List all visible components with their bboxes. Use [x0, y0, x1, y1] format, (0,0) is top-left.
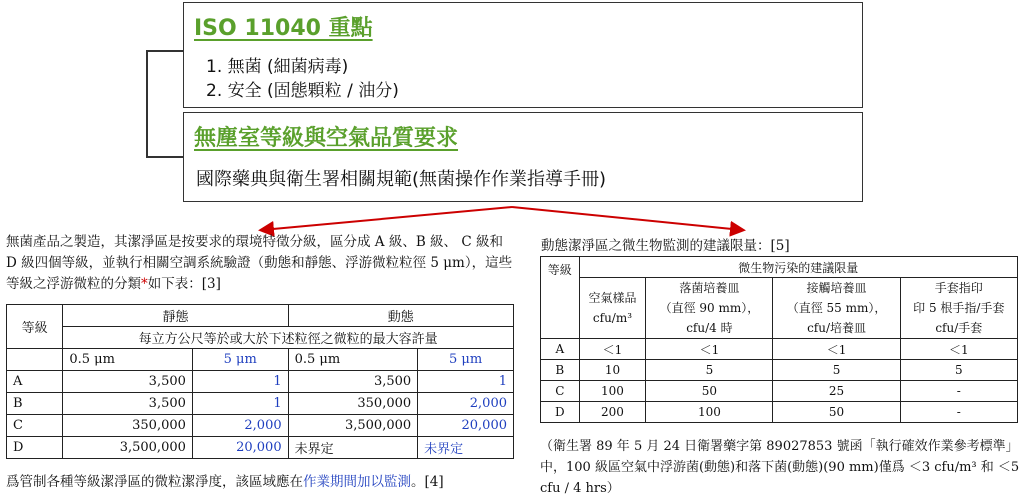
- cleanroom-title: 無塵室等級與空氣品質要求: [194, 126, 459, 151]
- particle-grade-header: 等級: [7, 305, 63, 349]
- cleanroom-text: 國際藥典與衛生署相關規範(無菌操作作業指導手冊): [196, 169, 607, 190]
- size-header: 5 μm: [192, 349, 288, 371]
- table-row: C 100 50 25 -: [541, 381, 1018, 402]
- iso-item-1: 1. 無菌 (細菌病毒): [206, 57, 349, 77]
- static-header: 靜態: [63, 305, 288, 327]
- table-row: C 350,000 2,000 3,500,000 20,000: [7, 415, 514, 437]
- air-sample-header: 空氣樣品 cfu/m³: [579, 278, 646, 339]
- regulation-note: （衛生署 89 年 5 月 24 日衛署藥字第 89027853 號函「執行確效作業參考標準」中，100 級區空氣中浮游菌(動態)和落下菌(動態)(90 mm)僅爲 ＜3 cfu/m³ 和 ＜5 cfu / 4 hrs）: [540, 439, 1020, 496]
- left-footer: 爲管制各種等級潔淨區的微粒潔淨度，該區域應在作業期間加以監測。[4]: [6, 474, 444, 490]
- microbial-grade-header: 等級: [541, 257, 580, 339]
- left-paragraph: 無菌產品之製造，其潔淨區是按要求的環境特徵分級，區分成 A 級、B 級、 C 級和 D 級四個等級，並執行相關空調系統驗證（動態和靜態、浮游微粒粒徑 5 μm），這些等級之浮游微粒的分類*如下表：[3]: [6, 234, 513, 292]
- settle-plate-header: 落菌培養皿 （直徑 90 mm）， cfu/4 時: [646, 278, 773, 339]
- microbial-group-header: 微生物污染的建議限量: [579, 257, 1017, 278]
- table-row: B 3,500 1 350,000 2,000: [7, 393, 514, 415]
- particle-subheader: 每立方公尺等於或大於下述粒徑之微粒的最大容許量: [63, 327, 514, 349]
- monitoring-link: 作業期間加以監測: [303, 474, 411, 490]
- arrow-right: [512, 207, 742, 230]
- size-header: 0.5 μm: [63, 349, 193, 371]
- arrow-left: [262, 207, 512, 230]
- iso-title: ISO 11040 重點: [194, 16, 373, 41]
- dynamic-header: 動態: [288, 305, 513, 327]
- microbial-title: 動態潔淨區之微生物監測的建議限量：[5]: [541, 238, 790, 254]
- iso-item-2: 2. 安全 (固態顆粒 / 油分): [206, 81, 399, 101]
- table-row: D 200 100 50 -: [541, 402, 1018, 423]
- table-row: A ＜1 ＜1 ＜1 ＜1: [541, 339, 1018, 360]
- table-row: D 3,500,000 20,000 未界定 未界定: [7, 437, 514, 459]
- table-row: B 10 5 5 5: [541, 360, 1018, 381]
- size-header: 0.5 μm: [288, 349, 418, 371]
- size-header: 5 μm: [418, 349, 514, 371]
- glove-print-header: 手套指印 印 5 根手指/手套 cfu/手套: [900, 278, 1017, 339]
- particle-table: [6, 304, 514, 459]
- contact-plate-header: 接觸培養皿 （直徑 55 mm）， cfu/培養皿: [773, 278, 900, 339]
- microbial-table: [540, 256, 1018, 423]
- table-row: A 3,500 1 3,500 1: [7, 371, 514, 393]
